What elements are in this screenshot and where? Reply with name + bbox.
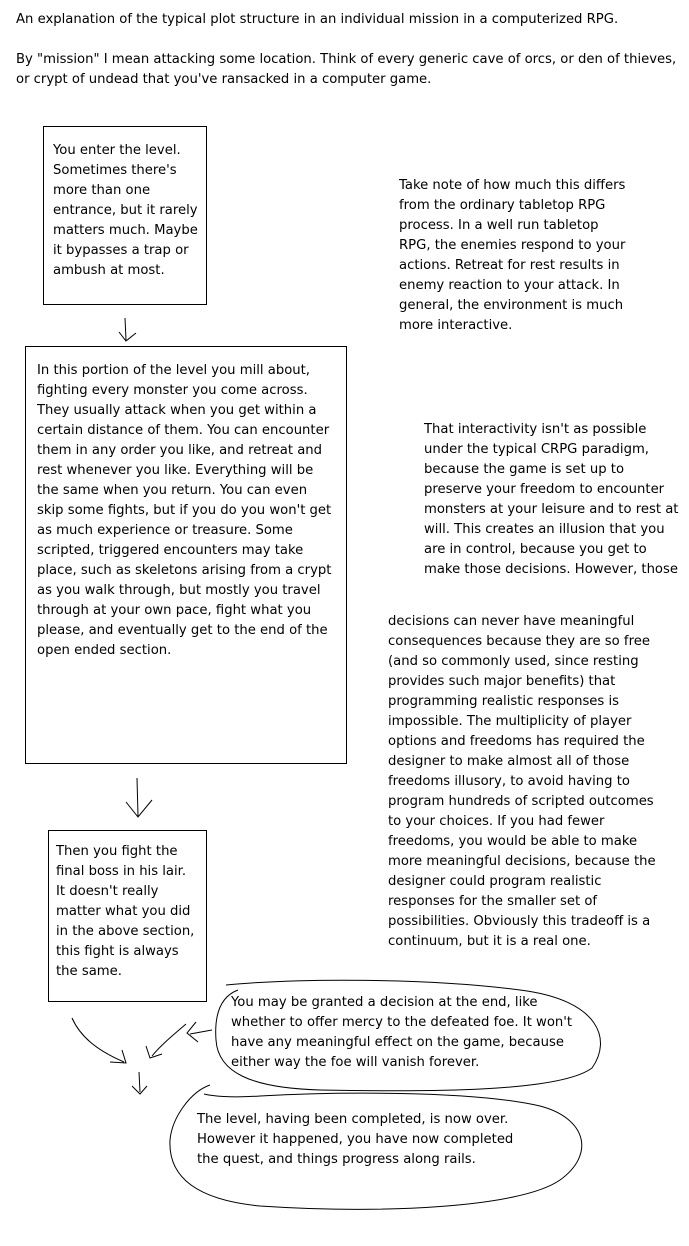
enter-level-box [43, 126, 207, 305]
open-section-text: In this portion of the level you mill about, fighting every monster you come across. They usually attack when you get within a certain distance of them. You can encounter them in any order you like, and retreat and rest whenever you like. Everything will be the same when you return. You can even skip some fights, but if you do you won't get as much experience or treasure. Some scripted, triggered encounters may take place, such as skeletons arising from a crypt as you walk through, but mostly you travel through at your own pace, fight what you please, and eventually get to the end of the open ended section. [37, 363, 332, 658]
crpg-note: That interactivity isn't as possible under the typical CRPG paradigm, because the game is set up to preserve your freedom to encounter monsters at your leisure and to rest at will. This creates an illusion that you are in control, because you get to make those decisions. However, those [424, 422, 679, 577]
open-section-box [25, 346, 347, 764]
tabletop-note: Take note of how much this differs from the ordinary tabletop RPG process. In a well run tabletop RPG, the enemies respond to your actions. Retreat for rest results in enemy reaction to your attack. In general, the environment is much more interactive. [399, 178, 626, 333]
boss-fight-box [48, 830, 207, 1002]
enter-level-text: You enter the level. Sometimes there's more than one entrance, but it rarely matters much. Maybe it bypasses a trap or ambush at most. [53, 143, 198, 278]
intro-title: An explanation of the typical plot structure in an individual mission in a computerized RPG. [16, 12, 619, 27]
arrow-down-icon [126, 778, 152, 817]
consequences-note: decisions can never have meaningful consequences because they are so free (and so commonly used, since resting provides such major benefits) that programming realistic responses is impossible. The multiplicity of player options and freedoms has required the designer to make almost all of those freedoms illusory, to avoid having to program hundreds of scripted outcomes to your choices. If you had fewer freedoms, you would be able to make more meaningful decisions, because the designer could program realistic responses for the smaller set of possibilities. Obviously this tradeoff is a continuum, but it is a real one. [388, 614, 656, 949]
arrow-down-icon [132, 1072, 147, 1094]
arrow-down-icon [119, 318, 136, 341]
boss-fight-text: Then you fight the final boss in his lair. It doesn't really matter what you did in the above section, this fight is always the same. [56, 844, 195, 979]
intro-description: By "mission" I mean attacking some location. Think of every generic cave of orcs, or den of thieves, or crypt of undead that you've ransacked in a computer game. [16, 52, 677, 87]
curved-arrow-icon [187, 1022, 212, 1042]
curved-arrow-icon [72, 1018, 126, 1063]
curved-arrow-icon [146, 1024, 186, 1058]
final-decision-text: You may be granted a decision at the end, like whether to offer mercy to the defeated foe. It won't have any meaningful effect on the game, because either way the foe will vanish forever. [231, 995, 573, 1070]
level-complete-text: The level, having been completed, is now over. However it happened, you have now completed the quest, and things progress along rails. [197, 1112, 514, 1167]
